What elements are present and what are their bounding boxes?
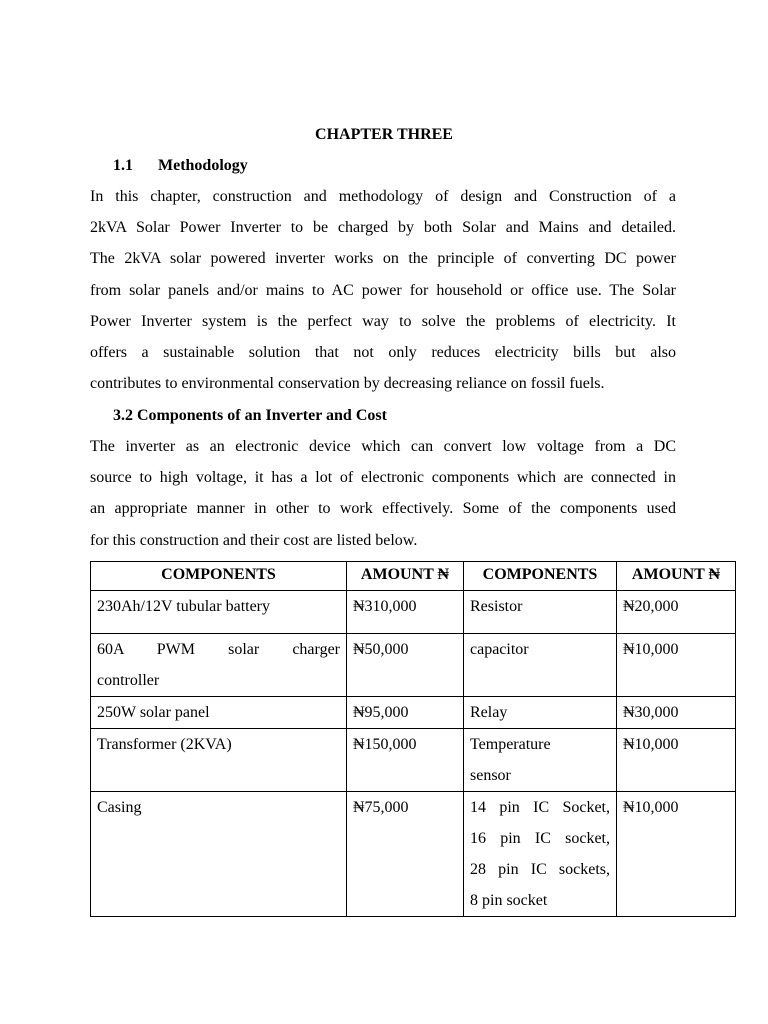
cell-line: 60A PWM solar charger (97, 641, 340, 658)
table-cell (91, 634, 347, 697)
cell-line: sensor (470, 767, 511, 784)
table-cell: ₦10,000 (617, 792, 736, 917)
cell-line: controller (97, 672, 160, 689)
cell-line: 8 pin socket (470, 892, 548, 909)
paragraph-line: The inverter as an electronic device which can convert low voltage from a DC (90, 438, 676, 455)
table-cell: ₦10,000 (617, 729, 736, 792)
table-row (91, 792, 736, 917)
table-cell: ₦150,000 (347, 729, 464, 792)
table-cell: ₦50,000 (347, 634, 464, 697)
paragraph-line: source to high voltage, it has a lot of electronic components which are connected in (90, 469, 676, 487)
table-cell: 250W solar panel (91, 697, 347, 729)
table-cell: 230Ah/12V tubular battery (91, 591, 347, 634)
table-cell: Transformer (2KVA) (91, 729, 347, 792)
table-cell: ₦20,000 (617, 591, 736, 634)
section-number: 1.1 (113, 157, 133, 174)
table-cell (464, 792, 617, 917)
table-header: AMOUNT ₦ (347, 562, 464, 591)
table-row (91, 634, 736, 697)
cell-line: 28 pin IC sockets, (470, 861, 610, 878)
paragraph-line: from solar panels and/or mains to AC power for household or office use. The Solar (90, 281, 676, 299)
table-cell: Resistor (464, 591, 617, 634)
table-row (91, 729, 736, 792)
paragraph-line: In this chapter, construction and methodology of design and Construction of a (90, 188, 676, 205)
cell-line: Temperature (470, 736, 551, 753)
table-header: AMOUNT ₦ (617, 562, 736, 591)
table-header: COMPONENTS (464, 562, 617, 591)
table-cell: ₦310,000 (347, 591, 464, 634)
table-cell: ₦30,000 (617, 697, 736, 729)
section-title: Methodology (158, 157, 248, 174)
cell-line: 16 pin IC socket, (470, 830, 610, 847)
table-cell: Relay (464, 697, 617, 729)
paragraph-line: for this construction and their cost are listed below. (90, 531, 418, 549)
components-cost-table (90, 561, 736, 917)
section-heading-methodology (113, 155, 248, 177)
paragraph-line: The 2kVA solar powered inverter works on the principle of converting DC power (90, 250, 676, 268)
table-header: COMPONENTS (91, 562, 347, 591)
table-header-row (91, 562, 736, 591)
components-paragraph (90, 431, 676, 556)
paragraph-line: an appropriate manner in other to work effectively. Some of the components used (90, 500, 676, 518)
paragraph-line: contributes to environmental conservation by decreasing reliance on fossil fuels. (90, 375, 605, 393)
table-cell: capacitor (464, 634, 617, 697)
chapter-title: CHAPTER THREE (315, 126, 453, 143)
table-cell: ₦95,000 (347, 697, 464, 729)
table-cell: Casing (91, 792, 347, 917)
table-row (91, 591, 736, 634)
cell-line: 14 pin IC Socket, (470, 799, 610, 816)
paragraph-line: offers a sustainable solution that not only reduces electricity bills but also (90, 343, 676, 361)
paragraph-line: Power Inverter system is the perfect way to solve the problems of electricity. It (90, 312, 676, 330)
table-cell: ₦10,000 (617, 634, 736, 697)
methodology-paragraph (90, 181, 676, 399)
table-row (91, 697, 736, 729)
paragraph-line: 2kVA Solar Power Inverter to be charged by both Solar and Mains and detailed. (90, 219, 676, 237)
table-cell (464, 729, 617, 792)
section-heading-components: 3.2 Components of an Inverter and Cost (113, 407, 387, 424)
table-cell: ₦75,000 (347, 792, 464, 917)
